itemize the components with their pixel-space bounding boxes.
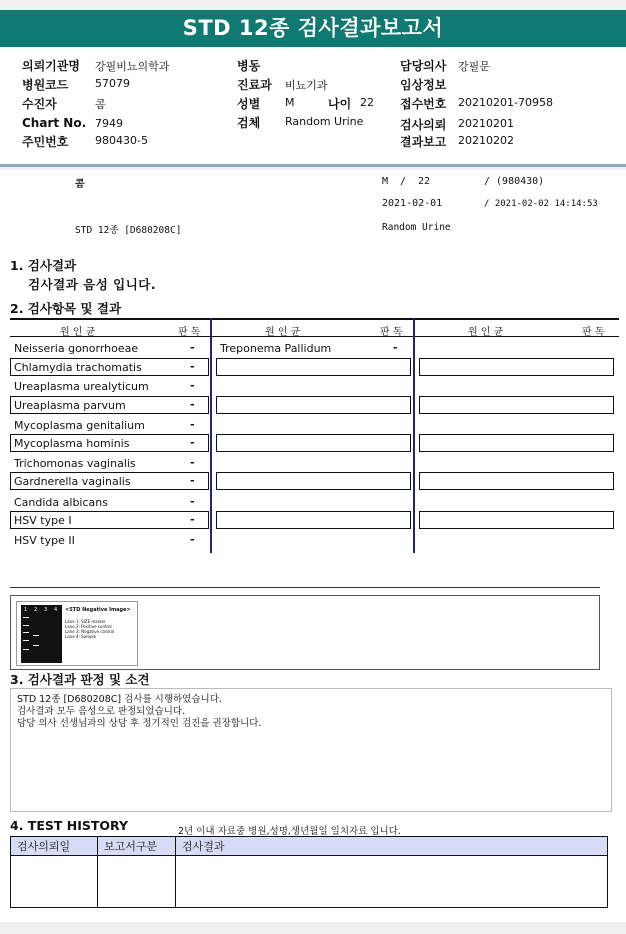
section4-title: 4. TEST HISTORY (10, 818, 129, 833)
empty-row-box (216, 511, 411, 529)
pathogen-result: - (190, 379, 195, 392)
gel-band (23, 617, 29, 618)
pathogen-name: Gardnerella vaginalis (14, 475, 131, 488)
empty-row-box (216, 472, 411, 490)
label-report-date: 결과보고 (400, 135, 447, 149)
label-institution: 의뢰기관명 (22, 59, 80, 73)
pathogen-result: - (190, 474, 195, 487)
report-patient-name: 콤 (75, 179, 85, 190)
header-pathogen-1: 원 인 균 (60, 327, 96, 338)
gel-image-frame (10, 595, 600, 670)
report-separator: / (400, 176, 407, 187)
pathogen-result: - (190, 436, 195, 449)
value-age: 22 (360, 96, 374, 109)
report-age: 22 (418, 176, 431, 187)
section3-title: 3. 검사결과 판정 및 소견 (10, 672, 150, 687)
empty-row-box (419, 434, 614, 452)
pathogen-result: - (190, 533, 195, 546)
table-divider-left (210, 318, 212, 553)
label-specimen: 검체 (237, 116, 261, 130)
report-specimen: Random Urine (382, 222, 451, 233)
pathogen-result: - (190, 495, 195, 508)
value-hospital-code: 57079 (95, 77, 130, 90)
pathogen-name: Treponema Pallidum (220, 342, 332, 355)
table-divider-right (413, 318, 415, 553)
label-request-date: 검사의뢰 (400, 118, 447, 132)
empty-row-box (419, 358, 614, 376)
gel-band (23, 640, 29, 641)
label-resident-no: 주민번호 (22, 135, 69, 149)
lane-number: 2 (34, 607, 38, 613)
pathogen-name: HSV type II (14, 534, 75, 547)
pathogen-result: - (393, 341, 398, 354)
section2-title: 2. 검사항목 및 결과 (10, 301, 122, 316)
empty-row-box (216, 358, 411, 376)
report-test-code: STD 12종 [D680208C] (75, 225, 182, 236)
report-birth: / (980430) (484, 176, 545, 187)
empty-row-box (419, 511, 614, 529)
lane-number: 3 (44, 607, 48, 613)
value-request-date: 20210201 (458, 117, 514, 130)
pathogen-name: Chlamydia trachomatis (14, 361, 142, 374)
value-report-date: 20210202 (458, 134, 514, 147)
value-resident-no: 980430-5 (95, 134, 148, 147)
history-cell (98, 856, 176, 908)
empty-row-box (216, 434, 411, 452)
history-header-report-type: 보고서구분 (98, 837, 176, 856)
pathogen-name: Mycoplasma hominis (14, 437, 130, 450)
label-chart-no: Chart No. (22, 116, 87, 130)
history-header-request-date: 검사의뢰일 (11, 837, 98, 856)
patient-info-panel (0, 47, 626, 167)
gel-legend: Lane 3: Negative control (65, 629, 115, 634)
header-result-1: 판 독 (178, 327, 201, 338)
pathogen-result: - (190, 456, 195, 469)
pathogen-name: Ureaplasma parvum (14, 399, 126, 412)
header-pathogen-3: 원 인 균 (468, 327, 504, 338)
gel-legend: Lane 1: SIZE marker (65, 619, 106, 624)
pathogen-result: - (190, 513, 195, 526)
history-table (10, 836, 608, 908)
report-title: STD 12종 검사결과보고서 (0, 10, 626, 47)
value-sex: M (285, 96, 295, 109)
label-hospital-code: 병원코드 (22, 78, 69, 92)
empty-row-box (216, 396, 411, 414)
pathogen-result: - (190, 360, 195, 373)
pathogen-name: HSV type I (14, 514, 72, 527)
value-chart-no: 7949 (95, 117, 123, 130)
value-doctor: 강필문 (458, 60, 490, 73)
pathogen-result: - (190, 398, 195, 411)
gel-title: <STD Negative Image> (65, 607, 131, 613)
opinion-line: 검사결과 모두 음성으로 판정되었습니다. (17, 706, 186, 717)
label-ward: 병동 (237, 59, 261, 73)
section1-title: 1. 검사결과 (10, 258, 77, 273)
gel-band (23, 625, 29, 626)
history-cell (11, 856, 98, 908)
label-clinical-info: 임상정보 (400, 78, 447, 92)
divider (10, 587, 600, 588)
report-request-date: 2021-02-01 (382, 198, 443, 209)
label-receipt-no: 접수번호 (400, 97, 447, 111)
pathogen-name: Ureaplasma urealyticum (14, 380, 149, 393)
label-department: 진료과 (237, 78, 272, 92)
value-specimen: Random Urine (285, 115, 364, 128)
value-institution: 강필비뇨의학과 (95, 60, 170, 73)
gel-legend: Lane 4: Sample (65, 634, 97, 639)
empty-row-box (419, 396, 614, 414)
opinion-box (10, 688, 612, 812)
header-result-3: 판 독 (582, 327, 605, 338)
gel-band (33, 645, 39, 646)
pathogen-name: Candida albicans (14, 496, 108, 509)
label-sex: 성별 (237, 97, 261, 111)
history-note: 2년 이내 자료중 병원,성명,생년월일 일치자료 입니다. (178, 826, 401, 837)
report-report-datetime: / 2021-02-02 14:14:53 (484, 199, 598, 209)
gel-legend: Lane 2: Positive control (65, 624, 112, 629)
report-sex: M (382, 176, 389, 187)
pathogen-table-header (10, 318, 619, 337)
label-doctor: 담당의사 (400, 59, 447, 73)
empty-row-box (419, 472, 614, 490)
pathogen-result: - (190, 341, 195, 354)
header-result-2: 판 독 (380, 327, 403, 338)
gel-band (23, 649, 29, 650)
label-patient: 수진자 (22, 97, 57, 111)
opinion-line: 담당 의사 선생님과의 상담 후 정기적인 검진을 권장합니다. (17, 718, 262, 729)
pathogen-name: Mycoplasma genitalium (14, 419, 145, 432)
gel-electrophoresis-image (16, 601, 138, 666)
pathogen-result: - (190, 418, 195, 431)
section1-summary: 검사결과 음성 입니다. (28, 277, 157, 292)
value-patient: 콤 (95, 98, 106, 111)
header-pathogen-2: 원 인 균 (265, 327, 301, 338)
pathogen-name: Trichomonas vaginalis (14, 457, 136, 470)
value-department: 비뇨기과 (285, 79, 328, 92)
gel-band (33, 635, 39, 636)
lane-number: 4 (54, 607, 58, 613)
label-age: 나이 (328, 97, 352, 111)
history-header-result: 검사결과 (176, 837, 608, 856)
history-cell (176, 856, 608, 908)
value-receipt-no: 20210201-70958 (458, 96, 553, 109)
opinion-line: STD 12종 [D680208C] 검사를 시행하였습니다. (17, 694, 222, 705)
gel-band (23, 632, 29, 633)
pathogen-name: Neisseria gonorrhoeae (14, 342, 139, 355)
report-body (0, 170, 626, 922)
lane-number: 1 (24, 607, 28, 613)
gel-lanes (21, 605, 62, 663)
